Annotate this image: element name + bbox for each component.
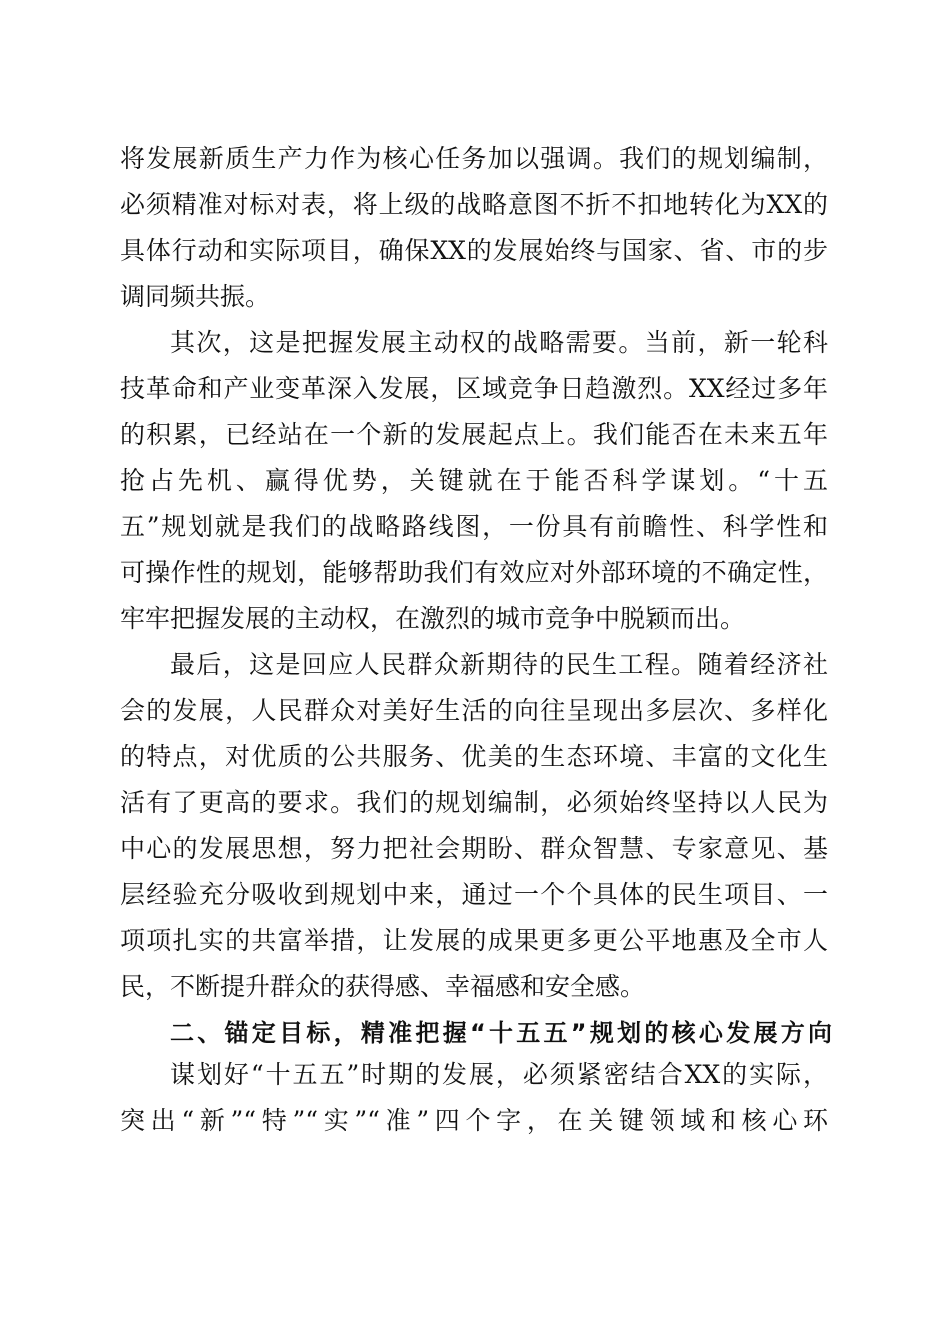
paragraph-3-line-8: 民，不断提升群众的获得感、幸福感和安全感。 xyxy=(120,972,646,1001)
paragraph-2-line-4: 抢占先机、赢得优势，关键就在于能否科学谋划。“十五 xyxy=(120,466,828,495)
paragraph-2-line-3: 的积累，已经站在一个新的发展起点上。我们能否在未来五年 xyxy=(120,420,828,449)
paragraph-1-line-2: 必须精准对标对表，将上级的战略意图不折不扣地转化为XX的 xyxy=(120,190,828,219)
paragraph-1-line-4: 调同频共振。 xyxy=(120,282,271,311)
paragraph-1-line-1: 将发展新质生产力作为核心任务加以强调。我们的规划编制， xyxy=(120,144,828,173)
paragraph-2-line-7: 牢牢把握发展的主动权，在激烈的城市竞争中脱颖而出。 xyxy=(120,604,746,633)
paragraph-3-line-3: 的特点，对优质的公共服务、优美的生态环境、丰富的文化生 xyxy=(120,742,828,771)
paragraph-2-line-1: 其次，这是把握发展主动权的战略需要。当前，新一轮科 xyxy=(170,328,828,357)
section-heading: 二、锚定目标，精准把握“十五五”规划的核心发展方向 xyxy=(170,1019,832,1047)
paragraph-3-line-7: 项项扎实的共富举措，让发展的成果更多更公平地惠及全市人 xyxy=(120,926,828,955)
paragraph-3-line-1: 最后，这是回应人民群众新期待的民生工程。随着经济社 xyxy=(170,650,828,679)
paragraph-1-line-3: 具体行动和实际项目，确保XX的发展始终与国家、省、市的步 xyxy=(120,236,828,265)
paragraph-2-line-2: 技革命和产业变革深入发展，区域竞争日趋激烈。XX经过多年 xyxy=(120,374,828,403)
paragraph-2-line-5: 五”规划就是我们的战略路线图，一份具有前瞻性、科学性和 xyxy=(120,512,828,541)
paragraph-2-line-6: 可操作性的规划，能够帮助我们有效应对外部环境的不确定性， xyxy=(120,558,828,587)
paragraph-3-line-6: 层经验充分吸收到规划中来，通过一个个具体的民生项目、一 xyxy=(120,880,828,909)
paragraph-3-line-4: 活有了更高的要求。我们的规划编制，必须始终坚持以人民为 xyxy=(120,788,828,817)
paragraph-4-line-2: 突出“新”“特”“实”“准”四个字，在关键领域和核心环 xyxy=(120,1106,828,1135)
paragraph-4-line-1: 谋划好“十五五”时期的发展，必须紧密结合XX的实际， xyxy=(170,1060,828,1089)
paragraph-3-line-5: 中心的发展思想，努力把社会期盼、群众智慧、专家意见、基 xyxy=(120,834,828,863)
paragraph-3-line-2: 会的发展，人民群众对美好生活的向往呈现出多层次、多样化 xyxy=(120,696,828,725)
